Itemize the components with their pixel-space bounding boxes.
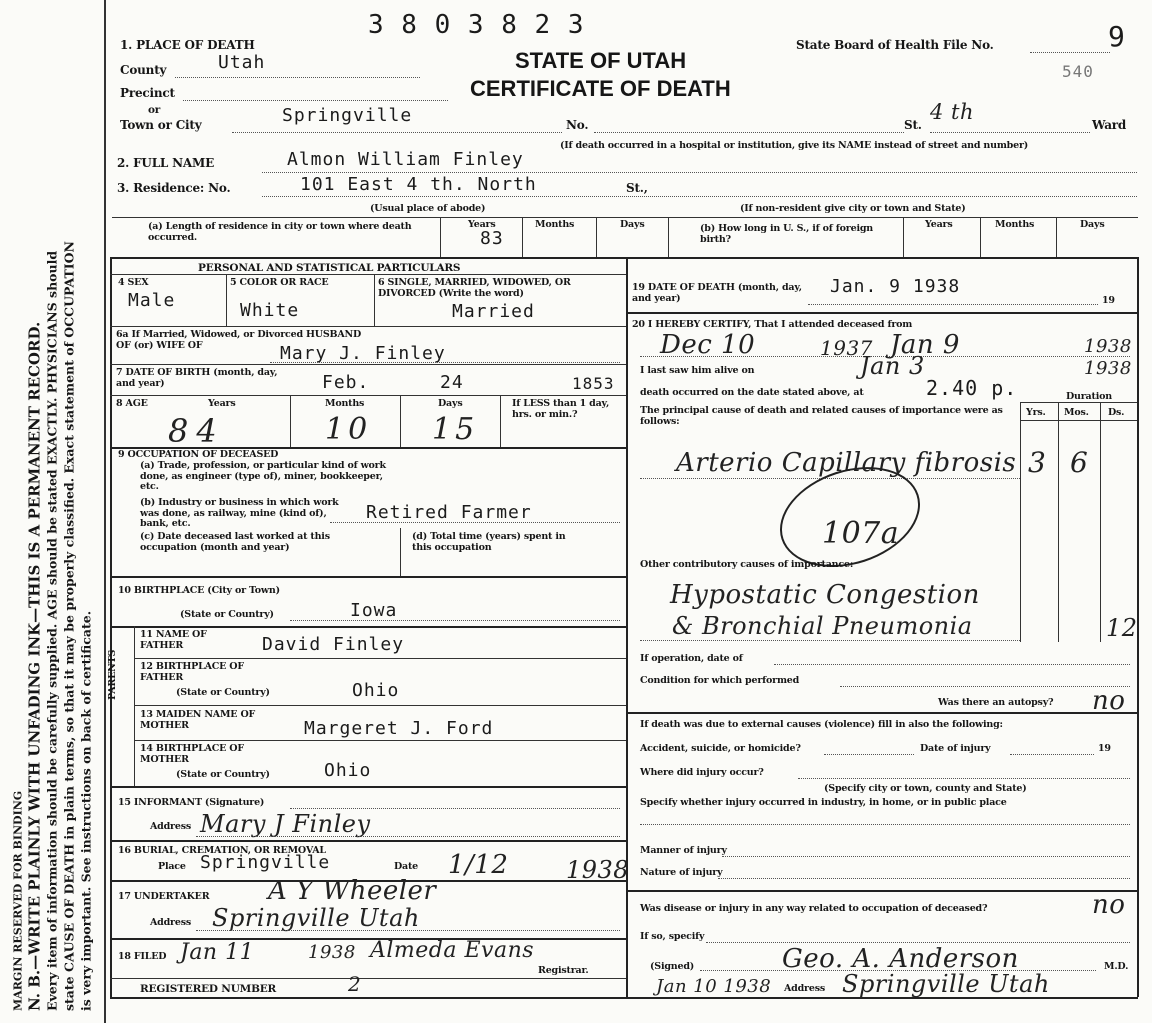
death-time-label: death occurred on the date stated above, at bbox=[640, 387, 864, 398]
margin-line1: N. B.—WRITE PLAINLY WITH UNFADING INK—THIS IS A PERMANENT RECORD. bbox=[25, 321, 44, 1011]
nature-label: Nature of injury bbox=[640, 867, 723, 878]
dob-year: 1853 bbox=[572, 374, 615, 393]
age-years: 84 bbox=[168, 412, 225, 450]
dob-label: 7 DATE OF BIRTH (month, day, and year) bbox=[116, 367, 278, 389]
town-label: Town or City bbox=[120, 118, 202, 132]
signed-label: (Signed) bbox=[650, 961, 695, 972]
informant-signature: Mary J Finley bbox=[200, 810, 371, 838]
occupation-value: Retired Farmer bbox=[366, 502, 532, 523]
other-cause-1: Hypostatic Congestion bbox=[670, 580, 980, 610]
personal-heading: PERSONAL AND STATISTICAL PARTICULARS bbox=[198, 262, 461, 274]
sex-value: Male bbox=[128, 290, 176, 311]
principal-cause: Arterio Capillary fibrosis bbox=[676, 448, 1017, 478]
age-months: 10 bbox=[325, 412, 372, 447]
principal-cause-years: 3 bbox=[1028, 446, 1047, 479]
occupation-related-answer: no bbox=[1092, 890, 1126, 920]
certify-label: 20 I HEREBY CERTIFY, That I attended deceased from bbox=[632, 319, 913, 330]
injury-date-label: Date of injury bbox=[920, 743, 991, 754]
mother-birthplace-label: 14 BIRTHPLACE OF MOTHER bbox=[140, 743, 244, 765]
occupation-d: (d) Total time (years) spent in this occupation bbox=[412, 531, 566, 553]
length-residence-label: (a) Length of residence in city or town where death occurred. bbox=[148, 221, 412, 243]
cause-label: The principal cause of death and related causes of importance were as follows: bbox=[640, 405, 1003, 427]
burial-place-value: Springville bbox=[200, 852, 331, 873]
serial-number: 3 8 0 3 8 2 3 bbox=[368, 10, 585, 40]
physician-address: Springville Utah bbox=[842, 970, 1050, 998]
mother-label: 13 MAIDEN NAME OF MOTHER bbox=[140, 709, 256, 731]
last-saw-label: I last saw him alive on bbox=[640, 365, 755, 376]
us-residence-label: (b) How long in U. S., if of foreign birth? bbox=[700, 223, 873, 245]
where-injury-label: Where did injury occur? bbox=[640, 767, 764, 778]
margin-line2: Every item of information should be carefully supplied. AGE should be stated EXACTLY. PHYSICIANS should bbox=[44, 250, 60, 1011]
age-years-header: Years bbox=[208, 398, 236, 409]
age-days: 15 bbox=[432, 412, 479, 447]
registrar-signature: Almeda Evans bbox=[370, 938, 535, 963]
full-name-value: Almon William Finley bbox=[287, 149, 524, 170]
binding-margin bbox=[0, 0, 106, 1023]
father-label: 11 NAME OF FATHER bbox=[140, 629, 207, 651]
county-label: County bbox=[120, 63, 167, 77]
residence-value: 101 East 4 th. North bbox=[300, 174, 537, 195]
autopsy-label: Was there an autopsy? bbox=[938, 697, 1054, 708]
filed-label: 18 FILED bbox=[118, 951, 167, 962]
registered-number: 2 bbox=[348, 972, 362, 996]
occupation-related-label: Was disease or injury in any way related to occupation of deceased? bbox=[640, 903, 988, 914]
birthplace-state-label: (State or Country) bbox=[180, 609, 274, 620]
other-causes-label: Other contributory causes of importance: bbox=[640, 559, 854, 570]
autopsy-answer: no bbox=[1092, 686, 1126, 716]
physician-signature: Geo. A. Anderson bbox=[782, 944, 1019, 974]
age-months-header: Months bbox=[325, 398, 365, 409]
file-number: 9 bbox=[1108, 20, 1126, 53]
file-number-label: State Board of Health File No. bbox=[796, 38, 994, 52]
ward-label: Ward bbox=[1092, 118, 1127, 132]
margin-instructions bbox=[10, 11, 95, 1011]
mos-header: Mos. bbox=[1064, 407, 1089, 418]
street-label: St. bbox=[904, 118, 922, 132]
condition-label: Condition for which performed bbox=[640, 675, 800, 686]
last-saw-year: 1938 bbox=[1084, 358, 1132, 379]
other-cause-days: 12 bbox=[1106, 614, 1138, 642]
race-value: White bbox=[240, 300, 300, 321]
if-so-label: If so, specify bbox=[640, 931, 705, 942]
duration-label: Duration bbox=[1066, 391, 1112, 402]
physician-address-label: Address bbox=[784, 983, 826, 994]
burial-year-value: 1938 bbox=[566, 856, 630, 884]
residence-st: St., bbox=[626, 181, 648, 195]
registrar-label: Registrar. bbox=[538, 965, 589, 976]
occupation-a: (a) Trade, profession, or particular kind of work done, as engineer (type of), miner, bookkeeper, etc. bbox=[140, 460, 386, 492]
hospital-note: (If death occurred in a hospital or institution, give its NAME instead of street and number) bbox=[560, 140, 1029, 151]
residence-days-header: Days bbox=[620, 219, 645, 230]
residence-years-header: Years bbox=[468, 219, 496, 230]
state-title: STATE OF UTAH bbox=[515, 48, 687, 73]
birthplace-label: 10 BIRTHPLACE (City or Town) bbox=[118, 585, 280, 596]
filed-year: 1938 bbox=[308, 942, 356, 963]
other-cause-2: & Bronchial Pneumonia bbox=[672, 612, 973, 640]
manner-label: Manner of injury bbox=[640, 845, 727, 856]
dob-month: Feb. bbox=[322, 372, 370, 393]
informant-address-label: Address bbox=[150, 821, 192, 832]
yrs-header: Yrs. bbox=[1026, 407, 1046, 418]
us-years-header: Years bbox=[925, 219, 953, 230]
md-label: M.D. bbox=[1104, 961, 1129, 972]
last-saw-date: Jan 3 bbox=[860, 352, 925, 380]
residence-months-header: Months bbox=[535, 219, 575, 230]
filed-date: Jan 11 bbox=[180, 940, 255, 965]
date-of-death-19: 19 bbox=[1102, 295, 1115, 306]
mother-birthplace-value: Ohio bbox=[324, 760, 372, 781]
age-less-label: If LESS than 1 day, hrs. or min.? bbox=[512, 398, 610, 420]
age-label: 8 AGE bbox=[116, 398, 148, 409]
birthplace-value: Iowa bbox=[350, 600, 398, 621]
burial-label: 16 BURIAL, CREMATION, OR REMOVAL bbox=[118, 845, 326, 856]
dob-day: 24 bbox=[440, 372, 464, 393]
mother-birthplace-state: (State or Country) bbox=[176, 769, 270, 780]
file-number-secondary: 540 bbox=[1062, 62, 1094, 81]
sex-label: 4 SEX bbox=[118, 277, 149, 288]
race-label: 5 COLOR OR RACE bbox=[230, 277, 329, 288]
attended-to: Jan 9 bbox=[890, 330, 960, 360]
spouse-value: Mary J. Finley bbox=[280, 343, 446, 364]
registered-number-label: REGISTERED NUMBER bbox=[140, 983, 277, 995]
precinct-label: Precinct bbox=[120, 86, 175, 100]
parents-side-label: PARENTS bbox=[107, 649, 118, 700]
burial-date-label: Date bbox=[394, 861, 419, 872]
margin-line3: state CAUSE OF DEATH in plain terms, so that it may be properly classified. Exact statement of OCCUPATION bbox=[61, 241, 77, 1011]
date-of-death-label: 19 DATE OF DEATH (month, day, and year) bbox=[632, 282, 802, 304]
county-value: Utah bbox=[218, 52, 266, 73]
father-birthplace-state: (State or Country) bbox=[176, 687, 270, 698]
spouse-label: 6a If Married, Widowed, or Divorced HUSBAND OF (or) WIFE OF bbox=[116, 329, 362, 351]
residence-label: 3. Residence: No. bbox=[117, 181, 231, 195]
father-birthplace-label: 12 BIRTHPLACE OF FATHER bbox=[140, 661, 244, 683]
undertaker-address-label: Address bbox=[150, 917, 192, 928]
ds-header: Ds. bbox=[1108, 407, 1125, 418]
us-days-header: Days bbox=[1080, 219, 1105, 230]
cause-code: 107a bbox=[822, 516, 900, 551]
occupation-c: (c) Date deceased last worked at this occupation (month and year) bbox=[140, 531, 330, 553]
specify-where-label: Specify whether injury occurred in industry, in home, or in public place bbox=[640, 797, 1007, 808]
certificate-title: CERTIFICATE OF DEATH bbox=[470, 76, 731, 101]
street-value: 4 th bbox=[930, 100, 974, 124]
death-time-value: 2.40 p. bbox=[926, 376, 1018, 400]
usual-abode-label: (Usual place of abode) bbox=[370, 203, 486, 214]
or-label: or bbox=[148, 104, 161, 116]
father-birthplace-value: Ohio bbox=[352, 680, 400, 701]
accident-label: Accident, suicide, or homicide? bbox=[640, 743, 801, 754]
informant-label: 15 INFORMANT (Signature) bbox=[118, 797, 265, 808]
attended-to-year: 1938 bbox=[1084, 336, 1132, 357]
operation-label: If operation, date of bbox=[640, 653, 743, 664]
specify-city-label: (Specify city or town, county and State) bbox=[824, 783, 1027, 794]
us-months-header: Months bbox=[995, 219, 1035, 230]
attended-from-year: 1937 bbox=[820, 336, 873, 360]
mother-value: Margeret J. Ford bbox=[304, 718, 494, 739]
occupation-label: 9 OCCUPATION OF DECEASED bbox=[118, 449, 279, 460]
age-days-header: Days bbox=[438, 398, 463, 409]
external-causes-label: If death was due to external causes (violence) fill in also the following: bbox=[640, 719, 1003, 730]
full-name-label: 2. FULL NAME bbox=[117, 156, 215, 170]
town-value: Springville bbox=[282, 105, 413, 126]
undertaker-name: A Y Wheeler bbox=[268, 876, 437, 906]
residence-years: 83 bbox=[480, 228, 504, 249]
signature-date: Jan 10 1938 bbox=[656, 976, 772, 997]
date-of-death-value: Jan. 9 1938 bbox=[830, 276, 961, 297]
occupation-b: (b) Industry or business in which work was done, as railway, mine (kind of), bank, etc. bbox=[140, 497, 339, 529]
nonresident-label: (If non-resident give city or town and State) bbox=[740, 203, 966, 214]
father-value: David Finley bbox=[262, 634, 405, 655]
place-of-death-label: 1. PLACE OF DEATH bbox=[120, 38, 255, 52]
attended-from: Dec 10 bbox=[660, 330, 756, 360]
street-no-label: No. bbox=[566, 118, 589, 132]
injury-19: 19 bbox=[1098, 743, 1111, 754]
principal-cause-months: 6 bbox=[1070, 446, 1089, 479]
burial-place-label: Place bbox=[158, 861, 186, 872]
undertaker-address: Springville Utah bbox=[212, 904, 420, 932]
marital-value: Married bbox=[452, 301, 535, 322]
margin-reserved: MARGIN RESERVED FOR BINDING bbox=[11, 790, 25, 1011]
undertaker-label: 17 UNDERTAKER bbox=[118, 891, 210, 902]
margin-line4: is very important. See instructions on back of certificate. bbox=[78, 610, 94, 1011]
burial-date-value: 1/12 bbox=[448, 850, 509, 880]
marital-label: 6 SINGLE, MARRIED, WIDOWED, OR DIVORCED (Write the word) bbox=[378, 277, 571, 299]
